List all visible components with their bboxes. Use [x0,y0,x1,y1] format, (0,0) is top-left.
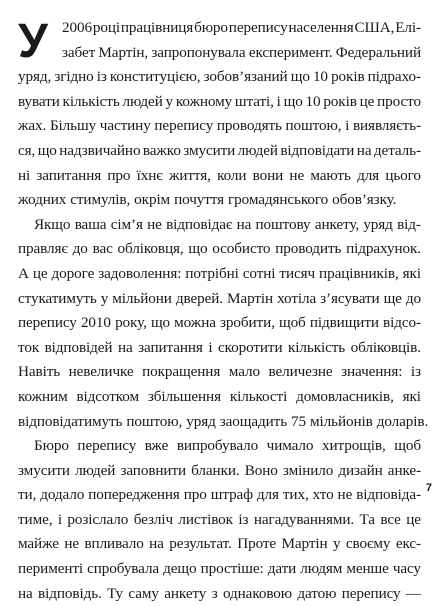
text-line: кожним відсотком збільшення кількості домовласників, які [18,387,421,405]
text-line: ні запитання про їхнє життя, коли вони не мають для цього [18,166,421,184]
text-line: забет Мартін, запропонувала експеримент. Федеральний [62,43,421,61]
text-line: відповідатимуть поштою, уряд заощадить 75 мільйонів доларів. [18,412,429,430]
text-line: Якщо ваша сім’я не відповідає на поштову анкету, уряд від- [34,215,421,233]
page-number: 7 [425,482,432,494]
body-text [18,15,429,606]
text-line: 2006 році працівниця бюро перепису населення США, Елі- [62,19,421,36]
text-line: жах. Більшу частину перепису проводять поштою, і виявляєть- [18,117,421,135]
text-lines [18,16,429,606]
text-line: вувати кількість людей у кожному штаті, і що 10 років це просто [18,92,421,110]
text-line: правляє до вас обліковця, що особисто проводить підрахунок. [18,240,421,258]
text-line: майже не впливало на результат. Проте Мартін у своєму екс- [18,535,421,553]
drop-cap: У [18,15,48,68]
text-line: на відповідь. Ту саму анкету з однаковою датою перепису — [18,584,421,602]
text-line: Навіть невеличке покращення мало величезне значення: із [18,363,421,381]
text-line: А це дороге задоволення: потрібні сотні тисяч працівників, які [18,264,421,282]
text-line: жодних стимулів, окрім почуття громадянського обов’язку. [18,191,397,209]
text-line: змусити людей заповнити бланки. Воно змінило дизайн анке- [18,461,421,479]
text-line: стукатимуть у мільйони дверей. Мартін хотіла з’ясувати ще до [18,289,421,307]
text-line: ти, додало попередження про штраф для тих, хто не відповіда- [18,486,421,504]
text-line: ся, що надзвичайно важко змусити людей відповідати на деталь- [18,141,421,159]
text-line: ток відповідей на запитання і скоротити кількість обліковців. [18,338,421,356]
text-line: тиме, і розіслало безліч листівок із нагадуваннями. Та все це [18,510,421,528]
text-line: Бюро перепису вже випробувало чимало хитрощів, щоб [34,437,421,455]
text-line: уряд, згідно із конституцією, зобов’язаний що 10 років підрахо- [18,68,421,86]
text-line: перименті спробувала дещо простіше: дати людям менше часу [18,560,421,578]
text-line: перепису 2010 року, що можна зробити, щоб підвищити відсо- [18,314,421,332]
